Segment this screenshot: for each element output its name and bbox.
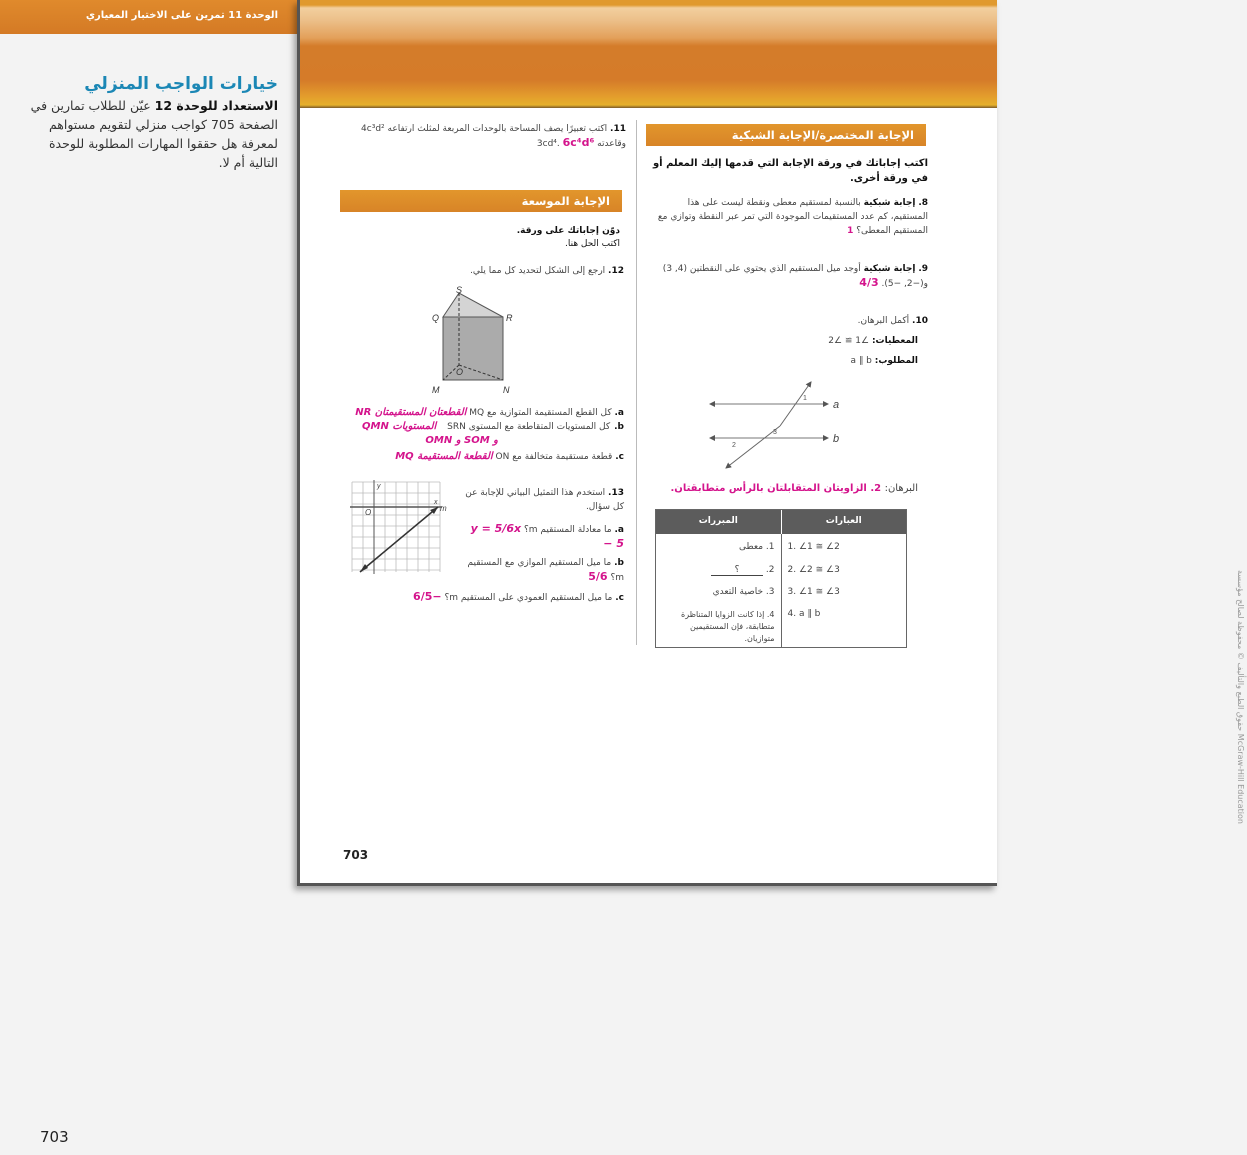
homework-options-bold: الاستعداد للوحدة 12 <box>154 98 278 113</box>
svg-text:x: x <box>434 499 438 506</box>
q12-part-a: a. كل القطع المستقيمة المتوازية مع MQ القطعتان المستقيمتان NR <box>355 407 624 418</box>
svg-text:R: R <box>506 313 513 323</box>
statements-column <box>781 534 907 647</box>
line-a-label: a <box>833 399 840 411</box>
statement-3: 3. ∠1 ≅ ∠3 <box>787 587 840 597</box>
svg-text:M: M <box>432 385 440 395</box>
svg-text:1: 1 <box>803 395 807 402</box>
copyright-credit: حقوق الطبع والتأليف © محفوظة لصالح مؤسسة McGraw-Hill Education <box>1236 570 1245 824</box>
svg-text:Q: Q <box>432 313 440 323</box>
header-reasons: المبررات <box>698 516 738 526</box>
unit-banner-text: الوحدة 11 تمرين على الاختبار المعياري <box>85 10 278 21</box>
page-number: 703 <box>343 848 369 862</box>
q9-answer: 4/3 <box>859 276 879 289</box>
q8-answer: 1 <box>847 226 854 236</box>
svg-text:O: O <box>365 508 372 517</box>
statement-4: 4. a ∥ b <box>787 609 821 619</box>
q10-proof <box>650 482 918 496</box>
svg-text:N: N <box>503 385 510 395</box>
question-9 <box>650 262 928 291</box>
q13-part-c: c. ما ميل المستقيم العمودي على المستقيم m؟ −6/5 <box>413 590 624 603</box>
question-10 <box>650 314 928 328</box>
column-divider <box>636 120 637 645</box>
q10-proof-answer: 2. الزاويتان المتقابلتان بالرأس متطابقتان. <box>670 483 885 494</box>
q11-text: اكتب تعبيرًا يصف المساحة بالوحدات المربعة لمثلث ارتفاعه 4c³d² وقاعدته 3cd⁴. <box>361 124 626 149</box>
reason-4: 4. إذا كانت الزوايا المتناظرة متطابقة، فإن المستقيمين متوازيان. <box>681 610 775 643</box>
q8-text: بالنسبة لمستقيم معطى ونقطة ليست على هذا المستقيم، كم عدد المستقيمات الموجودة التي تمر عبر النقطة وتوازي مع المستقيم المعطى؟ <box>657 198 928 236</box>
parallel-lines-diagram <box>700 380 860 470</box>
q10-text: أكمل البرهان. <box>857 316 910 326</box>
statement-1: 1. ∠1 ≅ ∠2 <box>787 542 840 552</box>
svg-text:O: O <box>456 367 464 377</box>
q9-text: أوجد ميل المستقيم الذي يحتوي على النقطتين (4, 3) و(−2, −5). <box>662 264 928 289</box>
q8-number: 8. <box>918 198 928 208</box>
reasons-column <box>656 534 781 647</box>
q12-part-b: b.كل المستويات المتقاطعة مع المستوى SRN المستويات QMN <box>362 421 624 432</box>
q12a-answer: القطعتان المستقيمتان NR <box>355 407 467 418</box>
reason-2: 2. ؟ <box>662 565 775 576</box>
question-13 <box>460 486 624 514</box>
section-extended-response: الإجابة الموسعة <box>340 190 622 212</box>
q10-given-value: ∠1 ≅ ∠2 <box>828 336 872 346</box>
textbook-page <box>297 0 1245 886</box>
q12-number: 12. <box>608 266 624 276</box>
sidebar-page-number: 703 <box>40 1128 69 1146</box>
section-short-response: الإجابة المختصرة/الإجابة الشبكية <box>646 124 926 146</box>
q13-number: 13. <box>608 488 624 498</box>
extended-intro-1: دوّن إجاباتك على ورقة. <box>516 226 620 236</box>
svg-text:S: S <box>456 285 463 295</box>
q12c-answer: القطعة المستقيمة MQ <box>395 451 493 462</box>
question-8 <box>650 196 928 238</box>
header-statements: العبارات <box>781 510 907 534</box>
q10-given <box>650 334 918 348</box>
q13-text: استخدم هذا التمثيل البياني للإجابة عن كل سؤال. <box>465 488 624 512</box>
q12b-answer-1: المستويات QMN <box>362 421 437 432</box>
statement-2: 2. ∠2 ≅ ∠3 <box>787 565 840 575</box>
q13b-answer: 5/6 <box>588 570 608 583</box>
reason-2-blank[interactable]: ؟ <box>711 565 763 576</box>
short-response-intro: اكتب إجاباتك في ورقة الإجابة التي قدمها إليك المعلم أو في ورقة أخرى. <box>652 158 928 184</box>
homework-options-text <box>26 96 278 172</box>
question-12 <box>340 264 624 278</box>
q10-prove-label: المطلوب: <box>874 356 918 366</box>
q10-number: 10. <box>912 316 928 326</box>
page-header-band <box>300 0 997 108</box>
svg-text:m: m <box>440 504 447 513</box>
q13-part-b: b. ما ميل المستقيم الموازي مع المستقيم m؟ 5/6 <box>467 558 624 583</box>
svg-text:3: 3 <box>773 429 777 436</box>
q10-prove-value: a ∥ b <box>850 356 875 366</box>
q12-text: ارجع إلى الشكل لتحديد كل مما يلي. <box>470 266 606 276</box>
q12-part-c: c. قطعة مستقيمة متخالفة مع ON القطعة المستقيمة MQ <box>395 451 624 462</box>
q13a-answer: y = 5/6x − 5 <box>470 522 624 550</box>
q9-label: إجابة شبكية <box>863 264 916 274</box>
prism-figure <box>420 285 520 400</box>
q10-given-label: المعطيات: <box>871 336 918 346</box>
question-11 <box>330 122 626 151</box>
reason-1: 1. معطى <box>738 542 775 552</box>
q10-proof-label: البرهان: <box>884 483 918 494</box>
q12b-answer-2-wrap <box>310 434 498 448</box>
proof-table-header <box>656 510 906 534</box>
q13c-answer: −6/5 <box>413 590 442 603</box>
unit-banner <box>0 0 300 34</box>
q13-part-a: a. ما معادلة المستقيم m؟ y = 5/6x − 5 <box>470 522 624 550</box>
q11-number: 11. <box>610 124 626 134</box>
proof-table <box>655 509 907 648</box>
homework-options-body: عيّن للطلاب تمارين في الصفحة 705 كواجب منزلي لتقويم مستواهم لمعرفة هل حققوا المهارات المطلوبة للوحدة التالية أم لا. <box>30 98 278 170</box>
homework-options-title: خيارات الواجب المنزلي <box>84 74 278 94</box>
svg-text:2: 2 <box>732 442 736 449</box>
reason-3: 3. خاصية التعدي <box>712 587 775 597</box>
coordinate-graph <box>350 480 450 580</box>
extended-intro-2: اكتب الحل هنا. <box>565 239 620 249</box>
line-b-label: b <box>833 433 840 445</box>
svg-text:y: y <box>377 483 381 490</box>
q9-number: 9. <box>918 264 928 274</box>
q12b-answer-2: و SOM و OMN <box>425 435 498 446</box>
q11-answer: 6c⁴d⁶ <box>562 136 595 149</box>
q10-prove <box>650 354 918 368</box>
q8-label: إجابة شبكية <box>863 198 916 208</box>
